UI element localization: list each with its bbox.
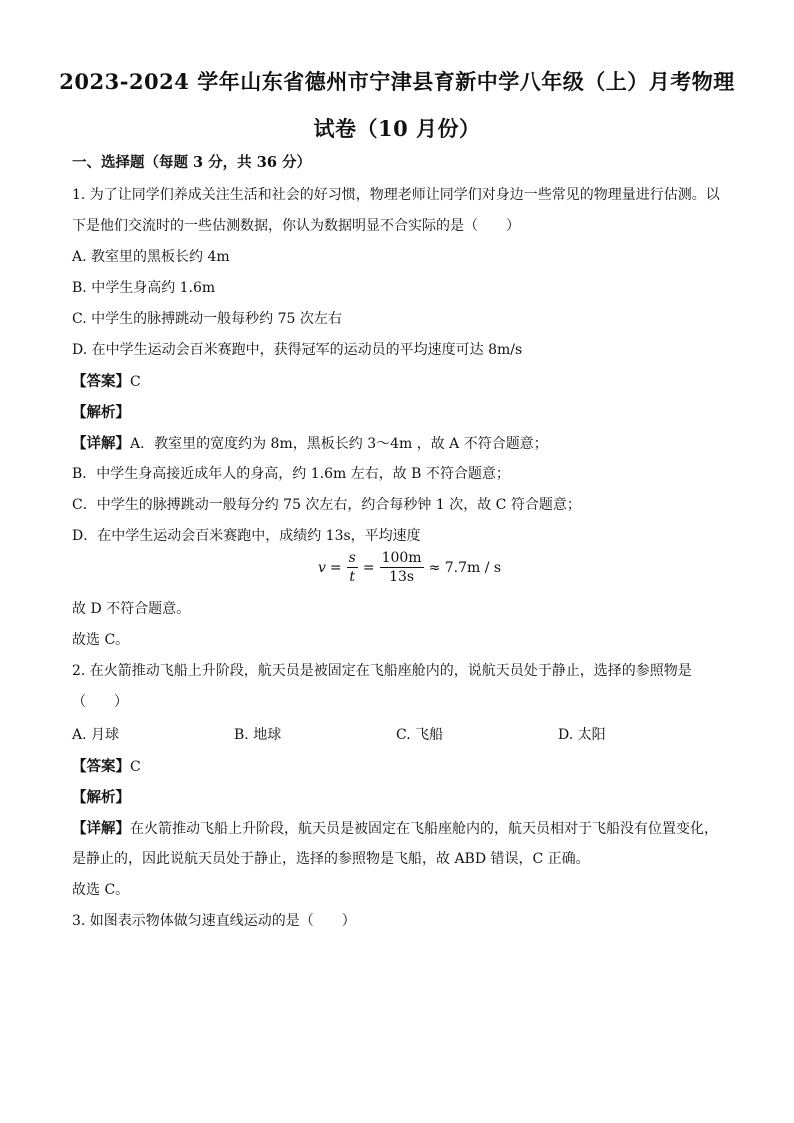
q1-stem-line2: 下是他们交流时的一些估测数据，你认为数据明显不合实际的是（ ） (72, 218, 520, 234)
formula-lhs: v (318, 559, 326, 576)
q1-option-b: B. 中学生身高约 1.6m (72, 280, 216, 296)
formula-fraction-1 (347, 550, 358, 585)
q2-option-d: D. 太阳 (558, 727, 606, 743)
q2-detail-line1 (72, 817, 718, 838)
q2-answer-tag: 【答案】 (72, 758, 130, 775)
q2-option-c: C. 飞船 (396, 727, 444, 743)
q1-answer-tag: 【答案】 (72, 373, 130, 390)
q2-answer (72, 755, 141, 776)
q1-answer-value: C (130, 374, 141, 390)
exam-title-line2: 试卷（10 月份） (313, 116, 481, 141)
q2-option-a: A. 月球 (72, 727, 120, 743)
q2-stem-line1: 2. 在火箭推动飞船上升阶段，航天员是被固定在飞船座舱内的，说航天员处于静止，选择的参照物是 (72, 663, 692, 679)
formula-result: ≈ 7.7m / s (428, 559, 502, 576)
formula-denominator-1: t (349, 569, 356, 586)
q3-stem-line1: 3. 如图表示物体做匀速直线运动的是（ ） (72, 913, 356, 929)
q2-stem-line2: （ ） (72, 694, 128, 710)
formula-denominator-2: 13s (389, 569, 415, 586)
q1-conclusion: 故选 C。 (72, 632, 130, 648)
q1-detail-line3: C．中学生的脉搏跳动一般每分约 75 次左右，约合每秒钟 1 次，故 C 符合题意； (72, 497, 581, 513)
formula-fraction-2 (380, 550, 424, 585)
formula-equals-1: = (329, 559, 342, 576)
q2-conclusion: 故选 C。 (72, 882, 130, 898)
q1-option-c: C. 中学生的脉搏跳动一般每秒约 75 次左右 (72, 311, 342, 327)
q1-detail-text1: A．教室里的宽度约为 8m，黑板长约 3～4m ，故 A 不符合题意； (130, 436, 548, 452)
q1-detail-line4: D．在中学生运动会百米赛跑中，成绩约 13s，平均速度 (72, 528, 421, 544)
q1-detail-line1 (72, 432, 548, 453)
q1-speed-formula (318, 550, 501, 585)
formula-numerator-1: s (347, 550, 358, 568)
exam-title-line1: 2023-2024 学年山东省德州市宁津县育新中学八年级（上）月考物理 (59, 69, 735, 94)
q1-analysis-tag: 【解析】 (72, 404, 130, 421)
q2-answer-value: C (130, 759, 141, 775)
q1-stem-line1: 1. 为了让同学们养成关注生活和社会的好习惯，物理老师让同学们对身边一些常见的物理量进行估测。以 (72, 187, 720, 203)
formula-numerator-2: 100m (380, 550, 424, 568)
q1-option-a: A. 教室里的黑板长约 4m (72, 249, 230, 265)
q1-detail-tag: 【详解】 (72, 435, 130, 452)
q1-option-d: D. 在中学生运动会百米赛跑中，获得冠军的运动员的平均速度可达 8m/s (72, 342, 523, 358)
q1-detail-line5: 故 D 不符合题意。 (72, 601, 191, 617)
q2-detail-text1: 在火箭推动飞船上升阶段，航天员是被固定在飞船座舱内的，航天员相对于飞船没有位置变化， (130, 821, 718, 837)
q1-detail-line2: B．中学生身高接近成年人的身高，约 1.6m 左右，故 B 不符合题意； (72, 466, 510, 482)
q1-answer (72, 370, 141, 391)
q2-detail-line2: 是静止的，因此说航天员处于静止，选择的参照物是飞船，故 ABD 错误，C 正确。 (72, 851, 590, 867)
q2-option-b: B. 地球 (234, 727, 282, 743)
q2-analysis-tag: 【解析】 (72, 789, 130, 806)
formula-equals-2: = (362, 559, 375, 576)
q2-detail-tag: 【详解】 (72, 820, 130, 837)
section-heading: 一、选择题（每题 3 分，共 36 分） (72, 154, 311, 171)
